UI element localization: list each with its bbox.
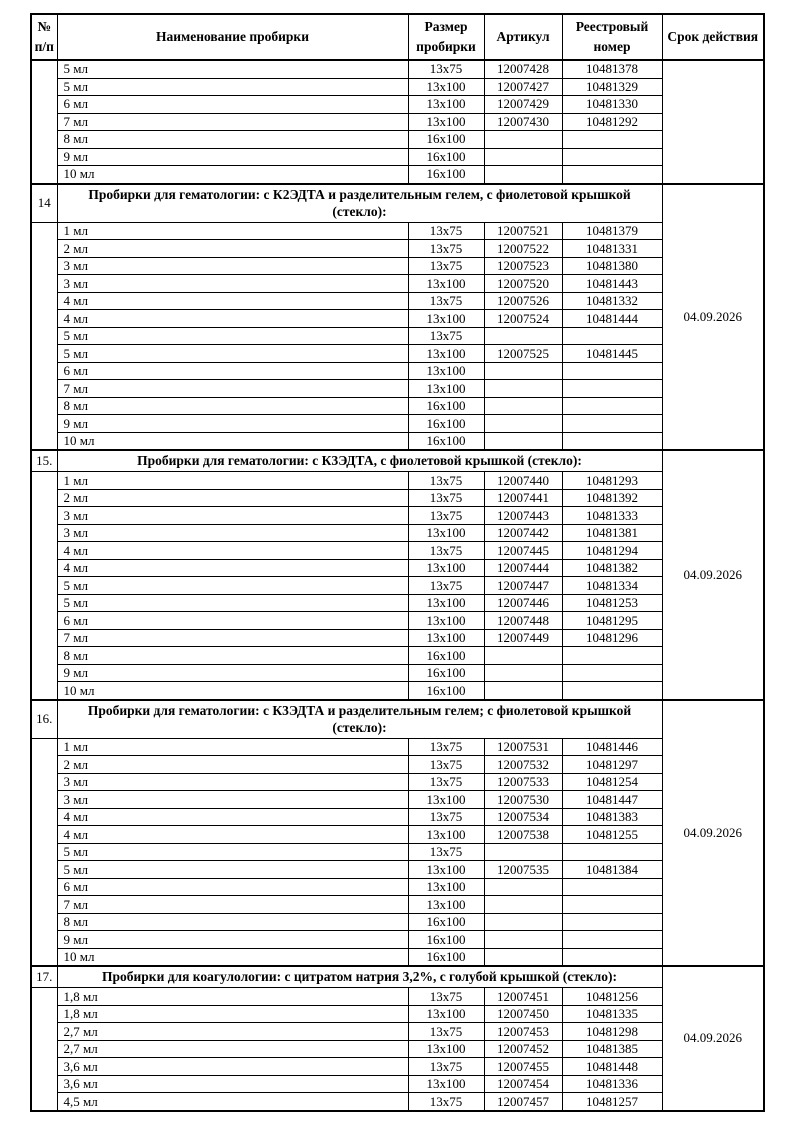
cell-article: 12007522 bbox=[484, 240, 562, 258]
cell-registry: 10481331 bbox=[562, 240, 662, 258]
cell-size: 13x100 bbox=[408, 629, 484, 647]
column-header-name: Наименование пробирки bbox=[57, 14, 408, 60]
cell-article: 12007455 bbox=[484, 1058, 562, 1076]
cell-article: 12007457 bbox=[484, 1093, 562, 1111]
section-number-spacer bbox=[31, 988, 57, 1111]
section-number-spacer bbox=[31, 222, 57, 450]
cell-article: 12007538 bbox=[484, 826, 562, 844]
cell-name: 3 мл bbox=[57, 773, 408, 791]
column-header-size: Размер пробирки bbox=[408, 14, 484, 60]
table-row bbox=[31, 362, 764, 380]
table-row bbox=[31, 1093, 764, 1111]
cell-registry: 10481379 bbox=[562, 222, 662, 240]
cell-name: 5 мл bbox=[57, 60, 408, 78]
cell-name: 1,8 мл bbox=[57, 988, 408, 1006]
cell-registry: 10481378 bbox=[562, 60, 662, 78]
cell-article: 12007533 bbox=[484, 773, 562, 791]
table-row bbox=[31, 222, 764, 240]
cell-name: 6 мл bbox=[57, 612, 408, 630]
cell-size: 13x100 bbox=[408, 861, 484, 879]
cell-registry: 10481335 bbox=[562, 1005, 662, 1023]
cell-article: 12007450 bbox=[484, 1005, 562, 1023]
cell-article: 12007534 bbox=[484, 808, 562, 826]
section-number-spacer bbox=[31, 60, 57, 184]
cell-name: 7 мл bbox=[57, 629, 408, 647]
cell-name: 3,6 мл bbox=[57, 1058, 408, 1076]
cell-article bbox=[484, 913, 562, 931]
cell-registry: 10481445 bbox=[562, 345, 662, 363]
validity-cell: 04.09.2026 bbox=[662, 450, 764, 700]
cell-article: 12007452 bbox=[484, 1040, 562, 1058]
cell-size: 13x100 bbox=[408, 275, 484, 293]
cell-size: 13x100 bbox=[408, 310, 484, 328]
cell-size: 13x75 bbox=[408, 577, 484, 595]
document-page bbox=[30, 13, 763, 1112]
section-number: 14 bbox=[31, 184, 57, 223]
cell-registry: 10481298 bbox=[562, 1023, 662, 1041]
table-row bbox=[31, 78, 764, 96]
table-row bbox=[31, 345, 764, 363]
table-row bbox=[31, 826, 764, 844]
cell-registry bbox=[562, 913, 662, 931]
cell-name: 4 мл bbox=[57, 808, 408, 826]
column-header-validity: Срок действия bbox=[662, 14, 764, 60]
table-row bbox=[31, 148, 764, 166]
table-row bbox=[31, 738, 764, 756]
cell-size: 16x100 bbox=[408, 682, 484, 700]
cell-registry bbox=[562, 843, 662, 861]
cell-name: 3 мл bbox=[57, 275, 408, 293]
section-title: Пробирки для коагулологии: с цитратом натрия 3,2%, с голубой крышкой (стекло): bbox=[57, 966, 662, 988]
table-row bbox=[31, 507, 764, 525]
cell-size: 13x75 bbox=[408, 756, 484, 774]
cell-article bbox=[484, 415, 562, 433]
cell-name: 3 мл bbox=[57, 791, 408, 809]
table-row bbox=[31, 808, 764, 826]
cell-name: 9 мл bbox=[57, 148, 408, 166]
cell-size: 13x75 bbox=[408, 1058, 484, 1076]
table-row bbox=[31, 327, 764, 345]
cell-size: 16x100 bbox=[408, 415, 484, 433]
cell-name: 1,8 мл bbox=[57, 1005, 408, 1023]
table-row bbox=[31, 559, 764, 577]
table-row bbox=[31, 843, 764, 861]
cell-name: 5 мл bbox=[57, 345, 408, 363]
validity-cell: 04.09.2026 bbox=[662, 184, 764, 451]
cell-registry: 10481254 bbox=[562, 773, 662, 791]
cell-name: 9 мл bbox=[57, 931, 408, 949]
column-header-article: Артикул bbox=[484, 14, 562, 60]
table-row bbox=[31, 257, 764, 275]
cell-registry: 10481336 bbox=[562, 1075, 662, 1093]
cell-registry: 10481255 bbox=[562, 826, 662, 844]
cell-size: 13x75 bbox=[408, 1023, 484, 1041]
cell-name: 3 мл bbox=[57, 507, 408, 525]
cell-registry: 10481253 bbox=[562, 594, 662, 612]
table-row bbox=[31, 878, 764, 896]
cell-registry: 10481447 bbox=[562, 791, 662, 809]
validity-cell: 04.09.2026 bbox=[662, 700, 764, 967]
cell-article: 12007428 bbox=[484, 60, 562, 78]
cell-registry: 10481383 bbox=[562, 808, 662, 826]
cell-size: 13x75 bbox=[408, 472, 484, 490]
cell-article: 12007532 bbox=[484, 756, 562, 774]
cell-registry: 10481295 bbox=[562, 612, 662, 630]
cell-article: 12007427 bbox=[484, 78, 562, 96]
section-header-row bbox=[31, 184, 764, 223]
table-row bbox=[31, 60, 764, 78]
table-row bbox=[31, 612, 764, 630]
table-row bbox=[31, 629, 764, 647]
cell-size: 13x75 bbox=[408, 489, 484, 507]
cell-article: 12007443 bbox=[484, 507, 562, 525]
cell-article: 12007535 bbox=[484, 861, 562, 879]
cell-article bbox=[484, 432, 562, 450]
cell-article: 12007451 bbox=[484, 988, 562, 1006]
cell-registry: 10481380 bbox=[562, 257, 662, 275]
cell-name: 10 мл bbox=[57, 682, 408, 700]
cell-article: 12007440 bbox=[484, 472, 562, 490]
cell-size: 13x100 bbox=[408, 896, 484, 914]
cell-article: 12007444 bbox=[484, 559, 562, 577]
cell-registry bbox=[562, 878, 662, 896]
cell-name: 2,7 мл bbox=[57, 1040, 408, 1058]
cell-article bbox=[484, 327, 562, 345]
cell-registry bbox=[562, 148, 662, 166]
cell-registry: 10481392 bbox=[562, 489, 662, 507]
cell-size: 13x100 bbox=[408, 362, 484, 380]
cell-article bbox=[484, 647, 562, 665]
cell-size: 13x75 bbox=[408, 773, 484, 791]
section-number-spacer bbox=[31, 738, 57, 966]
section-header-row bbox=[31, 700, 764, 739]
table-row bbox=[31, 542, 764, 560]
cell-article: 12007531 bbox=[484, 738, 562, 756]
cell-size: 13x75 bbox=[408, 327, 484, 345]
cell-registry: 10481333 bbox=[562, 507, 662, 525]
table-row bbox=[31, 415, 764, 433]
cell-article bbox=[484, 682, 562, 700]
cell-article: 12007429 bbox=[484, 96, 562, 114]
cell-name: 8 мл bbox=[57, 647, 408, 665]
cell-article bbox=[484, 948, 562, 966]
table-header bbox=[31, 14, 764, 60]
cell-article: 12007442 bbox=[484, 524, 562, 542]
cell-registry bbox=[562, 682, 662, 700]
cell-name: 4 мл bbox=[57, 542, 408, 560]
cell-name: 1 мл bbox=[57, 738, 408, 756]
cell-name: 3 мл bbox=[57, 524, 408, 542]
cell-size: 13x100 bbox=[408, 594, 484, 612]
table-row bbox=[31, 131, 764, 149]
cell-name: 4 мл bbox=[57, 559, 408, 577]
cell-size: 16x100 bbox=[408, 148, 484, 166]
cell-article bbox=[484, 664, 562, 682]
cell-article: 12007441 bbox=[484, 489, 562, 507]
cell-registry: 10481294 bbox=[562, 542, 662, 560]
section-number: 16. bbox=[31, 700, 57, 739]
cell-size: 13x75 bbox=[408, 292, 484, 310]
cell-article bbox=[484, 380, 562, 398]
cell-size: 13x75 bbox=[408, 843, 484, 861]
cell-article bbox=[484, 878, 562, 896]
cell-size: 13x75 bbox=[408, 507, 484, 525]
cell-size: 13x100 bbox=[408, 1040, 484, 1058]
cell-registry: 10481382 bbox=[562, 559, 662, 577]
cell-name: 10 мл bbox=[57, 948, 408, 966]
cell-name: 10 мл bbox=[57, 166, 408, 184]
section-title: Пробирки для гематологии: с К3ЭДТА, с фиолетовой крышкой (стекло): bbox=[57, 450, 662, 472]
table-row bbox=[31, 664, 764, 682]
cell-name: 5 мл bbox=[57, 327, 408, 345]
cell-article bbox=[484, 931, 562, 949]
cell-name: 3,6 мл bbox=[57, 1075, 408, 1093]
cell-article: 12007446 bbox=[484, 594, 562, 612]
table-row bbox=[31, 577, 764, 595]
cell-size: 16x100 bbox=[408, 948, 484, 966]
cell-size: 13x100 bbox=[408, 612, 484, 630]
header-row bbox=[31, 14, 764, 60]
cell-size: 13x100 bbox=[408, 96, 484, 114]
section-number-spacer bbox=[31, 472, 57, 700]
table-body bbox=[31, 60, 764, 1111]
cell-name: 1 мл bbox=[57, 222, 408, 240]
cell-article: 12007430 bbox=[484, 113, 562, 131]
cell-name: 5 мл bbox=[57, 861, 408, 879]
cell-size: 13x75 bbox=[408, 257, 484, 275]
cell-name: 4 мл bbox=[57, 826, 408, 844]
cell-size: 16x100 bbox=[408, 931, 484, 949]
column-header-num: № п/п bbox=[31, 14, 57, 60]
cell-size: 16x100 bbox=[408, 664, 484, 682]
cell-registry: 10481257 bbox=[562, 1093, 662, 1111]
cell-size: 13x75 bbox=[408, 60, 484, 78]
cell-name: 2 мл bbox=[57, 756, 408, 774]
cell-registry: 10481292 bbox=[562, 113, 662, 131]
cell-article: 12007454 bbox=[484, 1075, 562, 1093]
section-number: 15. bbox=[31, 450, 57, 472]
table-row bbox=[31, 96, 764, 114]
cell-registry bbox=[562, 896, 662, 914]
cell-registry: 10481384 bbox=[562, 861, 662, 879]
cell-size: 16x100 bbox=[408, 131, 484, 149]
table-row bbox=[31, 1005, 764, 1023]
cell-name: 7 мл bbox=[57, 380, 408, 398]
cell-name: 9 мл bbox=[57, 664, 408, 682]
table-row bbox=[31, 896, 764, 914]
section-header-row bbox=[31, 450, 764, 472]
validity-cell bbox=[662, 60, 764, 184]
cell-name: 8 мл bbox=[57, 397, 408, 415]
cell-size: 13x75 bbox=[408, 988, 484, 1006]
table-row bbox=[31, 524, 764, 542]
table-row bbox=[31, 472, 764, 490]
cell-article: 12007448 bbox=[484, 612, 562, 630]
table-row bbox=[31, 756, 764, 774]
cell-registry: 10481256 bbox=[562, 988, 662, 1006]
cell-size: 13x75 bbox=[408, 222, 484, 240]
cell-name: 4 мл bbox=[57, 292, 408, 310]
table-row bbox=[31, 948, 764, 966]
cell-article: 12007521 bbox=[484, 222, 562, 240]
cell-name: 6 мл bbox=[57, 362, 408, 380]
cell-registry bbox=[562, 131, 662, 149]
cell-size: 13x100 bbox=[408, 826, 484, 844]
cell-name: 6 мл bbox=[57, 96, 408, 114]
table-row bbox=[31, 310, 764, 328]
cell-registry: 10481385 bbox=[562, 1040, 662, 1058]
table-row bbox=[31, 682, 764, 700]
cell-registry bbox=[562, 432, 662, 450]
table-row bbox=[31, 861, 764, 879]
cell-size: 13x100 bbox=[408, 1075, 484, 1093]
cell-name: 9 мл bbox=[57, 415, 408, 433]
cell-size: 16x100 bbox=[408, 913, 484, 931]
cell-size: 13x100 bbox=[408, 113, 484, 131]
cell-name: 1 мл bbox=[57, 472, 408, 490]
cell-article bbox=[484, 166, 562, 184]
cell-registry: 10481330 bbox=[562, 96, 662, 114]
table-row bbox=[31, 380, 764, 398]
cell-size: 13x75 bbox=[408, 542, 484, 560]
cell-name: 5 мл bbox=[57, 843, 408, 861]
cell-article: 12007524 bbox=[484, 310, 562, 328]
cell-registry: 10481443 bbox=[562, 275, 662, 293]
cell-registry: 10481329 bbox=[562, 78, 662, 96]
table-row bbox=[31, 275, 764, 293]
validity-cell: 04.09.2026 bbox=[662, 966, 764, 1111]
cell-article bbox=[484, 397, 562, 415]
cell-registry bbox=[562, 380, 662, 398]
table-row bbox=[31, 791, 764, 809]
cell-registry bbox=[562, 664, 662, 682]
cell-article: 12007530 bbox=[484, 791, 562, 809]
cell-name: 7 мл bbox=[57, 896, 408, 914]
cell-registry: 10481297 bbox=[562, 756, 662, 774]
cell-registry bbox=[562, 327, 662, 345]
cell-name: 2 мл bbox=[57, 489, 408, 507]
cell-name: 5 мл bbox=[57, 577, 408, 595]
cell-article: 12007445 bbox=[484, 542, 562, 560]
cell-registry bbox=[562, 362, 662, 380]
cell-article bbox=[484, 896, 562, 914]
table-row bbox=[31, 913, 764, 931]
cell-article: 12007523 bbox=[484, 257, 562, 275]
table-row bbox=[31, 1075, 764, 1093]
cell-name: 6 мл bbox=[57, 878, 408, 896]
table-row bbox=[31, 1058, 764, 1076]
section-number: 17. bbox=[31, 966, 57, 988]
cell-article bbox=[484, 131, 562, 149]
section-title: Пробирки для гематологии: с К3ЭДТА и разделительным гелем; с фиолетовой крышкой (стекло): bbox=[57, 700, 662, 739]
cell-size: 13x100 bbox=[408, 524, 484, 542]
cell-registry: 10481332 bbox=[562, 292, 662, 310]
cell-size: 13x75 bbox=[408, 1093, 484, 1111]
cell-registry bbox=[562, 415, 662, 433]
table-row bbox=[31, 432, 764, 450]
section-header-row bbox=[31, 966, 764, 988]
cell-registry bbox=[562, 397, 662, 415]
cell-size: 16x100 bbox=[408, 166, 484, 184]
table-row bbox=[31, 113, 764, 131]
cell-size: 13x75 bbox=[408, 240, 484, 258]
cell-registry: 10481448 bbox=[562, 1058, 662, 1076]
table-row bbox=[31, 489, 764, 507]
cell-size: 13x100 bbox=[408, 380, 484, 398]
cell-article: 12007453 bbox=[484, 1023, 562, 1041]
cell-size: 13x100 bbox=[408, 78, 484, 96]
table-row bbox=[31, 166, 764, 184]
table-row bbox=[31, 594, 764, 612]
cell-name: 8 мл bbox=[57, 913, 408, 931]
cell-registry bbox=[562, 647, 662, 665]
cell-size: 13x75 bbox=[408, 738, 484, 756]
table-row bbox=[31, 292, 764, 310]
table-row bbox=[31, 931, 764, 949]
cell-article bbox=[484, 362, 562, 380]
cell-name: 2 мл bbox=[57, 240, 408, 258]
cell-name: 2,7 мл bbox=[57, 1023, 408, 1041]
cell-name: 5 мл bbox=[57, 78, 408, 96]
cell-registry: 10481296 bbox=[562, 629, 662, 647]
table-row bbox=[31, 240, 764, 258]
column-header-registry: Реестровый номер bbox=[562, 14, 662, 60]
cell-registry: 10481334 bbox=[562, 577, 662, 595]
cell-article: 12007447 bbox=[484, 577, 562, 595]
cell-name: 4,5 мл bbox=[57, 1093, 408, 1111]
cell-article bbox=[484, 148, 562, 166]
cell-size: 16x100 bbox=[408, 397, 484, 415]
cell-size: 13x75 bbox=[408, 808, 484, 826]
cell-registry bbox=[562, 948, 662, 966]
cell-registry bbox=[562, 931, 662, 949]
cell-size: 13x100 bbox=[408, 345, 484, 363]
cell-name: 4 мл bbox=[57, 310, 408, 328]
cell-size: 16x100 bbox=[408, 432, 484, 450]
cell-registry bbox=[562, 166, 662, 184]
cell-article: 12007520 bbox=[484, 275, 562, 293]
cell-size: 13x100 bbox=[408, 791, 484, 809]
section-title: Пробирки для гематологии: с К2ЭДТА и разделительным гелем, с фиолетовой крышкой (стекло): bbox=[57, 184, 662, 223]
cell-size: 16x100 bbox=[408, 647, 484, 665]
table-row bbox=[31, 647, 764, 665]
cell-size: 13x100 bbox=[408, 559, 484, 577]
cell-name: 3 мл bbox=[57, 257, 408, 275]
cell-size: 13x100 bbox=[408, 1005, 484, 1023]
cell-name: 8 мл bbox=[57, 131, 408, 149]
table-row bbox=[31, 773, 764, 791]
table-row bbox=[31, 988, 764, 1006]
cell-article: 12007526 bbox=[484, 292, 562, 310]
cell-name: 10 мл bbox=[57, 432, 408, 450]
cell-article bbox=[484, 843, 562, 861]
table-row bbox=[31, 1023, 764, 1041]
cell-registry: 10481446 bbox=[562, 738, 662, 756]
cell-registry: 10481293 bbox=[562, 472, 662, 490]
cell-registry: 10481444 bbox=[562, 310, 662, 328]
cell-registry: 10481381 bbox=[562, 524, 662, 542]
cell-size: 13x100 bbox=[408, 878, 484, 896]
cell-name: 5 мл bbox=[57, 594, 408, 612]
cell-article: 12007449 bbox=[484, 629, 562, 647]
cell-name: 7 мл bbox=[57, 113, 408, 131]
products-table bbox=[30, 13, 765, 1112]
table-row bbox=[31, 397, 764, 415]
cell-article: 12007525 bbox=[484, 345, 562, 363]
table-row bbox=[31, 1040, 764, 1058]
